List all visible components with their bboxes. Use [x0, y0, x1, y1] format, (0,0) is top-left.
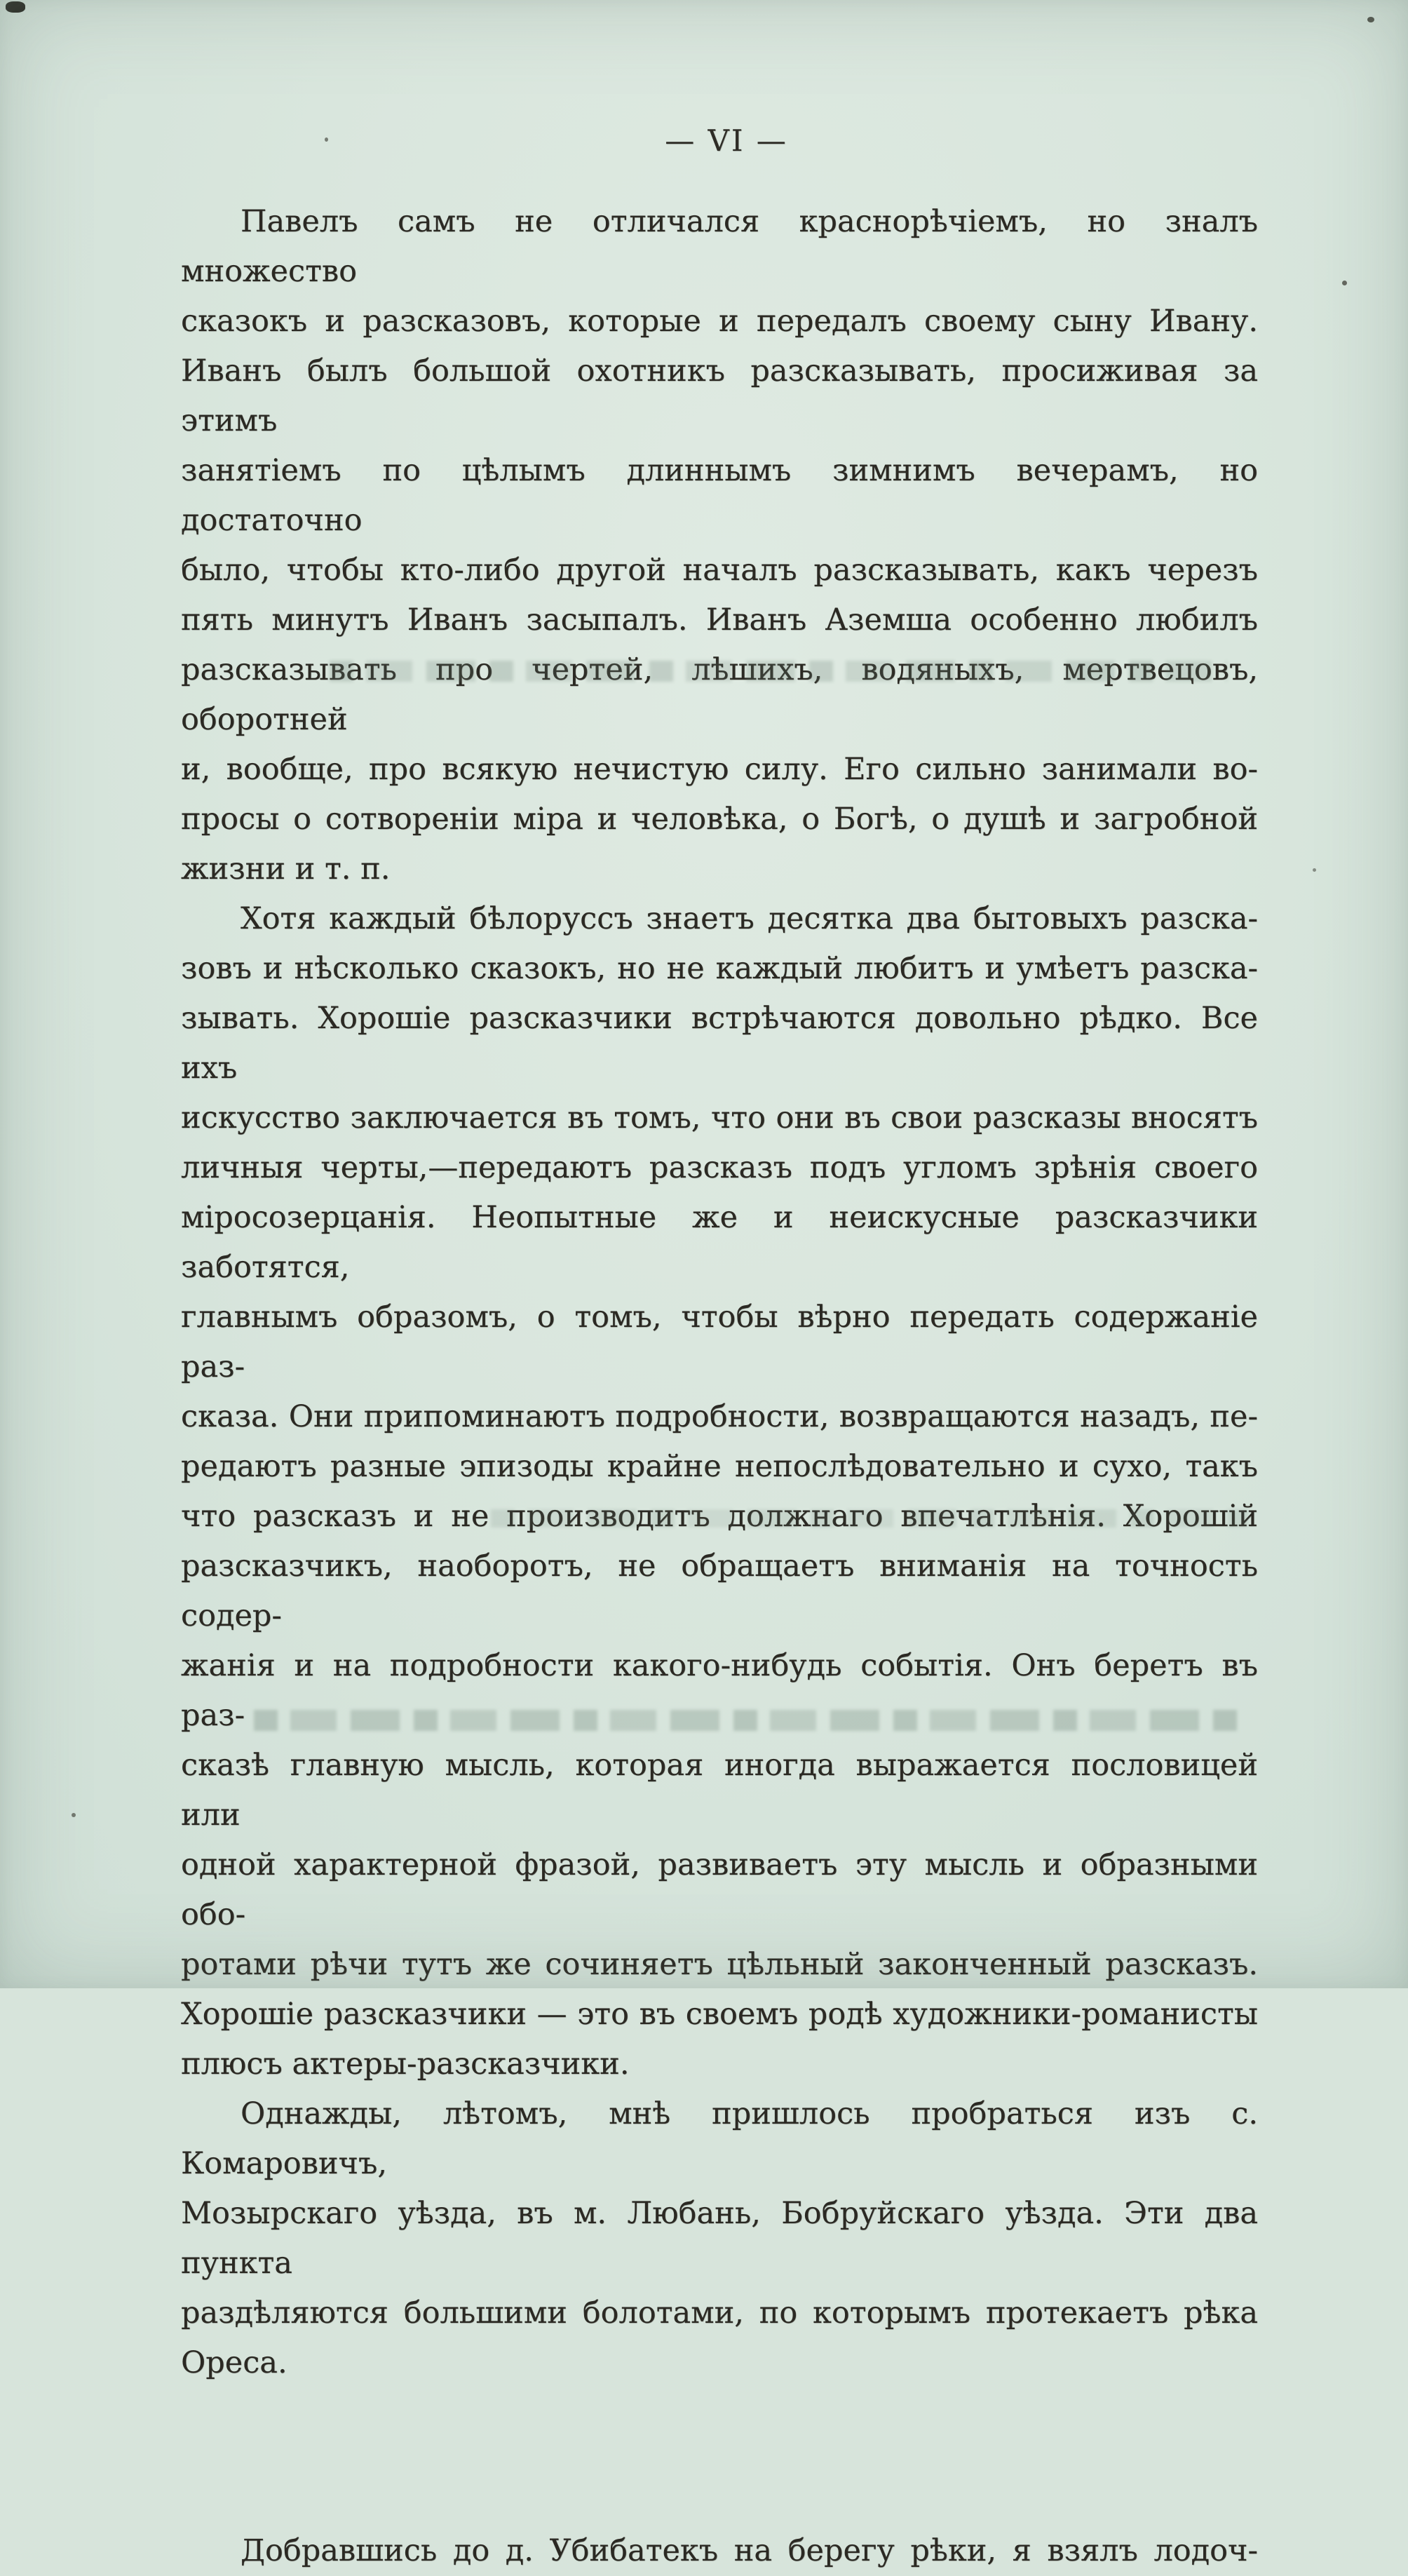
text-line: искусство заключается въ томъ, что они въ свои разсказы вносятъ [181, 1100, 1258, 1135]
text-line: главнымъ образомъ, о томъ, чтобы вѣрно передать содержаніе раз- [181, 1300, 1258, 1384]
scan-speck [1342, 281, 1347, 285]
text-line: было, чтобы кто-либо другой началъ разсказывать, какъ черезъ [181, 553, 1258, 588]
paragraph [181, 197, 1258, 894]
text-line: Однажды, лѣтомъ, мнѣ пришлось пробраться изъ с. Комаровичъ, [181, 2096, 1258, 2181]
text-line: сказа. Они припоминаютъ подробности, возвращаются назадъ, пе- [181, 1399, 1258, 1434]
text-line: редаютъ разные эпизоды крайне непослѣдовательно и сухо, такъ [181, 1449, 1258, 1484]
text-line: и, вообще, про всякую нечистую силу. Его сильно занимали во- [181, 752, 1258, 787]
text-line: зывать. Хорошіе разсказчики встрѣчаются довольно рѣдко. Все ихъ [181, 1001, 1258, 1086]
text-line: ротами рѣчи тутъ же сочиняетъ цѣльный законченный разсказъ. [181, 1947, 1258, 1982]
text-line: жизни и т. п. [181, 851, 391, 886]
text-line: личныя черты,—передаютъ разсказъ подъ угломъ зрѣнія своего [181, 1150, 1258, 1185]
text-line: Хорошіе разсказчики — это въ своемъ родѣ художники-романисты [181, 1997, 1258, 2032]
text-line: жанія и на подробности какого-нибудь событія. Онъ беретъ въ раз- [181, 1648, 1258, 1733]
text-line: Мозырскаго уѣзда, въ м. Любань, Бобруйскаго уѣзда. Эти два пункта [181, 2196, 1258, 2281]
page-number-header: — VI — [665, 123, 788, 158]
scan-speck [1313, 868, 1316, 872]
text-line: просы о сотвореніи міра и человѣка, о Богѣ, о душѣ и загробной [181, 802, 1258, 837]
paragraph [181, 2526, 1258, 2576]
scan-speck [72, 1813, 76, 1817]
scan-speck [1367, 17, 1374, 22]
page-body [181, 197, 1258, 2576]
text-line: сказѣ главную мысль, которая иногда выражается пословицей или [181, 1748, 1258, 1833]
text-line: раздѣляются большими болотами, по которымъ протекаетъ рѣка [181, 2295, 1258, 2331]
scan-speck [6, 1, 25, 13]
text-line: Добравшись до д. Убибатекъ на берегу рѣки, я взялъ лодоч- [241, 2533, 1258, 2568]
paragraph [181, 2089, 1258, 2388]
text-line: зовъ и нѣсколько сказокъ, но не каждый любитъ и умѣетъ разска- [181, 951, 1258, 986]
text-line: плюсъ актеры-разсказчики. [181, 2046, 630, 2082]
text-line: разсказчикъ, наоборотъ, не обращаетъ вниманія на точность содер- [181, 1549, 1258, 1633]
text-line: сказокъ и разсказовъ, которые и передалъ своему сыну Ивану. [181, 304, 1258, 339]
text-line: одной характерной фразой, развиваетъ эту мысль и образными обо- [181, 1847, 1258, 1932]
text-line: Ореса. [181, 2345, 287, 2380]
text-line: міросозерцанія. Неопытные же и неискусные разсказчики заботятся, [181, 1200, 1258, 1285]
text-line: Иванъ былъ большой охотникъ разсказывать, просиживая за этимъ [181, 353, 1258, 438]
paragraph [181, 894, 1258, 2089]
text-line: что разсказъ и не производитъ должнаго впечатлѣнія. Хорошій [181, 1499, 1258, 1534]
text-line: Павелъ самъ не отличался краснорѣчіемъ, но зналъ множество [181, 204, 1258, 289]
text-line: разсказывать про чертей, лѣшихъ, водяныхъ, мертвецовъ, оборотней [181, 652, 1258, 737]
text-line: Хотя каждый бѣлоруссъ знаетъ десятка два бытовыхъ разска- [241, 901, 1258, 936]
text-line: пять минутъ Иванъ засыпалъ. Иванъ Аземша особенно любилъ [181, 602, 1258, 638]
text-line: занятіемъ по цѣлымъ длиннымъ зимнимъ вечерамъ, но достаточно [181, 453, 1258, 538]
